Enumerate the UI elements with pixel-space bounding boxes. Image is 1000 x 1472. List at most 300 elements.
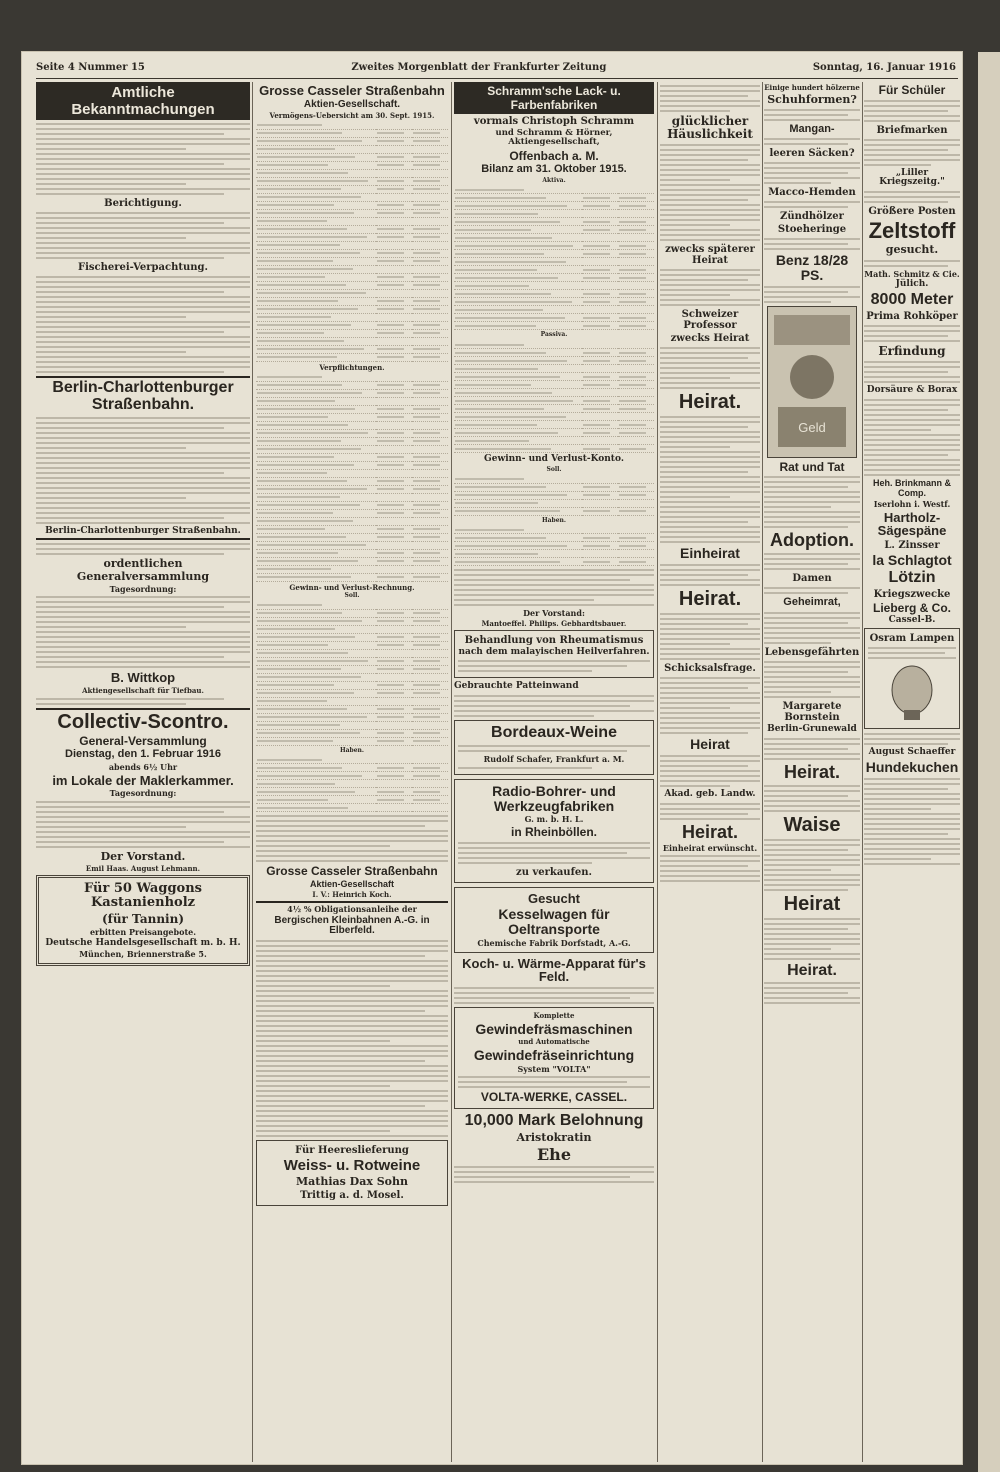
table-cell [256,305,376,313]
table-cell [582,429,618,437]
table-cell [412,429,448,437]
table-row [454,357,654,365]
aktiva-heading: Aktiva. [542,176,566,184]
table-cell [256,445,376,453]
table-cell [454,550,582,558]
table-row [256,421,448,429]
table-cell [412,129,448,137]
notice-text [256,940,448,1137]
table-cell [618,357,654,365]
table-cell [412,321,448,329]
table-row [256,673,448,681]
schramm-vormals: vormals Christoph Schramm [473,116,635,127]
table-cell [582,437,618,445]
haben-table [256,756,448,812]
table-row [256,329,448,337]
table-row [256,129,448,137]
column-1 [36,82,250,1462]
iserlohn: Iserlohn i. Westf. [873,499,951,509]
table-cell [412,573,448,581]
table-cell [256,345,376,353]
table-cell [376,169,412,177]
table-cell [582,357,618,365]
table-cell [582,234,618,242]
table-row [256,137,448,145]
passiva-heading: Passiva. [540,331,568,339]
table-cell [412,461,448,469]
heirat-heading: Heirat. [678,391,742,414]
table-cell [454,507,582,515]
ad-text [454,987,654,1004]
table-row [256,681,448,689]
ad-text [458,767,650,769]
table-cell [256,297,376,305]
table-row [256,617,448,625]
ad-text [864,325,960,342]
table-cell [412,737,448,745]
table-row [454,429,654,437]
table-row [454,210,654,218]
kastanien-address: München, Briennerstraße 5. [79,949,207,960]
table-cell [412,796,448,804]
table-cell [412,257,448,265]
glueck-heading: glücklicher Häuslichkeit [667,114,753,142]
meter: 8000 Meter [870,291,954,309]
table-cell [256,209,376,217]
table-cell [412,681,448,689]
table-row [256,485,448,493]
table-cell [376,602,412,610]
schuh-2: Schuhformen? [767,92,857,106]
table-cell [582,483,618,491]
table-row [454,421,654,429]
table-cell [618,306,654,314]
table-cell [376,573,412,581]
table-cell [454,298,582,306]
ad-text [764,587,860,594]
table-row [256,233,448,241]
pattenwand-heading: Gebrauchte Patteinwand [454,681,579,692]
table-cell [412,329,448,337]
table-cell [256,129,376,137]
fischerei-heading: Fischerei-Verpachtung. [77,262,209,273]
table-cell [582,306,618,314]
kessel-heading: Kesselwagen für Oeltransporte [498,906,610,938]
table-row [454,274,654,282]
vorstand-heading: Der Vorstand. [100,850,186,864]
notice-text [36,276,250,373]
soll-table [454,476,654,516]
ad-text [764,238,860,250]
ad-text [660,416,760,543]
meeting-time: abends 6½ Uhr [108,761,178,772]
table-row [454,282,654,290]
table-cell [618,507,654,515]
zuendhoelzer: Zündhölzer [780,211,844,223]
table-cell [376,533,412,541]
table-cell [376,673,412,681]
table-row [256,565,448,573]
table-cell [376,461,412,469]
column-2 [256,82,448,1462]
akad-heading: Akad. geb. Landw. [664,788,756,799]
table-cell [256,689,376,697]
notice-text [36,123,250,195]
ad-text [660,269,760,306]
table-cell [454,226,582,234]
ad-text [764,839,860,891]
table-cell [454,242,582,250]
geheimrat: Geheimrat, [783,596,841,609]
ad-text [458,660,650,672]
dorsaere: Dorsäure & Borax [866,385,958,396]
table-cell [618,491,654,499]
kastanienholz-ad [36,875,250,966]
table-row [454,306,654,314]
table-cell [376,509,412,517]
table-row [454,226,654,234]
table-cell [582,314,618,322]
stoeheringe: Stoeheringe [777,224,847,236]
table-cell [412,137,448,145]
table-cell [256,485,376,493]
table-cell [412,549,448,557]
table-cell [582,507,618,515]
table-cell [582,550,618,558]
table-cell [412,649,448,657]
loetzin: Lötzin [888,568,936,586]
table-cell [412,533,448,541]
table-cell [256,804,376,812]
table-row [256,193,448,201]
table-cell [412,493,448,501]
table-row [256,788,448,796]
table-row [256,533,448,541]
table-row [256,249,448,257]
table-row [454,341,654,349]
table-cell [376,525,412,533]
table-cell [412,780,448,788]
table-cell [412,517,448,525]
table-row [256,225,448,233]
table-cell [454,282,582,290]
table-cell [376,617,412,625]
table-cell [582,322,618,330]
table-cell [582,526,618,534]
table-cell [256,265,376,273]
table-cell [454,413,582,421]
table-row [256,374,448,382]
table-cell [582,282,618,290]
zeltstoff-2: Zeltstoff [868,218,956,244]
table-cell [256,772,376,780]
table-cell [376,665,412,673]
table-row [256,796,448,804]
table-cell [256,273,376,281]
column-divider [451,82,452,1462]
table-cell [412,193,448,201]
gewinn-heading: Gewinn- und Verlust-Rechnung. [289,582,415,592]
macco: Macco-Hemden [768,187,856,199]
table-cell [376,337,412,345]
juelich: Jülich. [895,279,929,290]
table-cell [412,772,448,780]
table-cell [618,397,654,405]
notice-text [36,417,250,524]
table-cell [618,314,654,322]
kastanien-heading: Für 50 Waggons Kastanienholz [84,880,202,911]
table-row [454,314,654,322]
lebens: Lebensgefährten [764,646,860,658]
table-row [256,541,448,549]
table-cell [376,249,412,257]
table-cell [256,329,376,337]
table-cell [618,534,654,542]
ad-text [660,144,760,241]
weine-firm: Mathias Dax Sohn [295,1174,409,1188]
table-row [256,161,448,169]
heirat-7: Heirat. [787,961,837,979]
table-cell [376,689,412,697]
kastanien-sub: (für Tannin) [101,911,185,926]
ad-text [660,85,760,112]
table-cell [454,542,582,550]
volta-gewinde1: Gewindefräsmaschinen [475,1020,633,1037]
table-cell [376,641,412,649]
table-cell [618,445,654,453]
table-cell [256,469,376,477]
table-row [454,558,654,566]
ad-text [864,191,960,203]
table-row [454,405,654,413]
table-row [454,202,654,210]
table-cell [376,565,412,573]
table-cell [618,373,654,381]
table-cell [376,241,412,249]
table-cell [412,617,448,625]
table-cell [412,153,448,161]
berlin-grunewald: Berlin-Grunewald [767,723,857,734]
kessel-firm: Chemische Fabrik Dorfstadt, A.-G. [477,937,631,948]
table-row [256,602,448,610]
ad-text [458,842,650,864]
ad-text [764,286,860,303]
ad-text [764,785,860,812]
table-cell [376,193,412,201]
table-row [256,177,448,185]
table-row [454,218,654,226]
table-cell [256,225,376,233]
column-5 [764,82,860,1462]
table-cell [412,122,448,130]
table-cell [582,476,618,484]
table-cell [412,169,448,177]
table-cell [256,602,376,610]
kastanien-request: erbitten Preisangebote. [89,926,197,937]
table-row [256,257,448,265]
osram-heading: Osram Lampen [869,633,955,645]
table-cell [582,534,618,542]
table-cell [376,469,412,477]
table-row [256,780,448,788]
damen: Damen [792,573,832,585]
table-cell [582,349,618,357]
bordeaux-ad [454,720,654,775]
table-row [256,273,448,281]
ad-text [764,553,860,570]
table-cell [412,345,448,353]
table-cell [376,137,412,145]
table-cell [376,265,412,273]
table-cell [376,185,412,193]
table-row [256,217,448,225]
table-row [256,493,448,501]
table-cell [454,429,582,437]
table-cell [256,145,376,153]
koch-heading: Koch- u. Wärme-Apparat für's Feld. [462,955,646,985]
table-cell [454,314,582,322]
ad-text [660,613,760,660]
vorstand-names: Mantoeffel. Philips. Gebhardtsbauer. [481,618,627,628]
table-row [256,633,448,641]
radio-sub: G. m. b. H. L. [524,814,584,825]
column-3 [454,82,654,1462]
table-row [256,721,448,729]
vorstand-names: Emil Haas. August Lehmann. [85,864,201,874]
table-cell [376,625,412,633]
table-cell [376,737,412,745]
table-row [256,609,448,617]
ad-text [864,260,960,267]
schicksal-heading: Schicksalsfrage. [664,663,756,675]
table-cell [376,729,412,737]
table-cell [376,353,412,361]
table-cell [256,681,376,689]
table-cell [256,313,376,321]
table-cell [618,250,654,258]
table-cell [256,249,376,257]
table-cell [376,397,412,405]
table-row [256,429,448,437]
volta-komplette: Komplette [533,1010,575,1020]
schramm-city: Offenbach a. M. [509,148,599,163]
column-6 [864,82,960,1462]
table-cell [256,381,376,389]
table-cell [454,234,582,242]
notice-text [36,212,250,259]
benz: Benz 18/28 PS. [775,252,849,284]
table-cell [618,349,654,357]
table-cell [256,281,376,289]
cassel-b: Cassel-B. [888,615,936,626]
table-row [256,313,448,321]
table-row [454,266,654,274]
table-cell [582,266,618,274]
table-cell [618,210,654,218]
table-row [454,194,654,202]
table-cell [412,281,448,289]
table-row [256,737,448,745]
table-cell [256,161,376,169]
lieberg: Lieberg & Co. [872,600,951,615]
notice-text [454,569,654,606]
table-cell [376,413,412,421]
table-cell [454,381,582,389]
table-cell [454,341,582,349]
table-row [256,241,448,249]
table-cell [376,209,412,217]
soll-heading: Soll. [546,465,562,473]
table-cell [412,405,448,413]
table-cell [454,483,582,491]
table-cell [412,445,448,453]
table-cell [256,641,376,649]
table-cell [454,445,582,453]
weine-heading: Weiss- u. Rotweine [283,1156,421,1174]
heirat-heading-3: Heirat [690,736,730,753]
radio-city: in Rheinböllen. [511,825,597,840]
table-cell [618,282,654,290]
column-divider [657,82,658,1462]
table-cell [256,617,376,625]
table-cell [412,565,448,573]
table-cell [256,557,376,565]
table-row [256,549,448,557]
table-cell [454,373,582,381]
table-row [256,169,448,177]
table-cell [412,697,448,705]
table-cell [412,233,448,241]
table-cell [582,194,618,202]
table-row [256,345,448,353]
issue-date: Sonntag, 16. Januar 1916 [812,62,956,73]
table-row [256,305,448,313]
table-row [256,122,448,130]
table-cell [412,665,448,673]
table-cell [376,804,412,812]
table-cell [618,258,654,266]
table-row [454,389,654,397]
table-row [454,349,654,357]
table-cell [376,297,412,305]
table-cell [256,201,376,209]
table-cell [454,437,582,445]
adoption: Adoption. [770,530,854,551]
table-cell [454,365,582,373]
ad-text [864,139,960,166]
table-row [256,337,448,345]
table-row [256,413,448,421]
table-row [256,665,448,673]
table-cell [256,780,376,788]
table-cell [412,185,448,193]
table-cell [582,421,618,429]
ad-text [864,100,960,122]
berlin-sub: Berlin-Charlottenburger Straßenbahn. [45,525,241,536]
table-cell [412,241,448,249]
table-cell [618,298,654,306]
table-cell [412,756,448,764]
ad-text [864,399,960,476]
soll-table [256,602,448,746]
notice-text [256,815,448,862]
page-number: Seite 4 Nummer 15 [36,62,145,73]
table-cell [256,477,376,485]
table-cell [256,633,376,641]
table-cell [618,242,654,250]
table-cell [582,542,618,550]
table-cell [256,565,376,573]
